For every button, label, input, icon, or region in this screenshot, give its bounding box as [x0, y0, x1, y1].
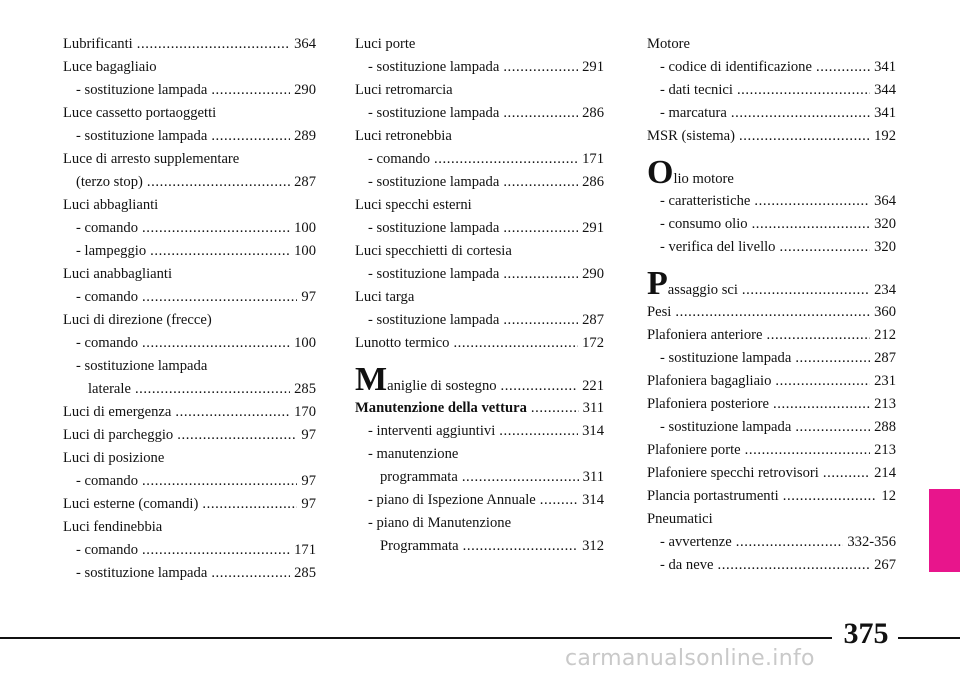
- index-entry-page: 341: [874, 59, 896, 75]
- index-entry: [63, 240, 316, 263]
- index-entry-label: - sostituzione lampada: [368, 174, 500, 190]
- dot-leader: [779, 236, 870, 259]
- index-entry-page: 97: [301, 473, 316, 489]
- dot-leader: [462, 466, 579, 489]
- index-entry-page: 314: [582, 423, 604, 439]
- index-column-1: [63, 33, 316, 585]
- index-entry: [63, 516, 316, 539]
- index-entry: [355, 263, 604, 286]
- index-entry-page: 291: [582, 59, 604, 75]
- index-entry: [63, 424, 316, 447]
- index-entry-label: Luci fendinebbia: [63, 519, 163, 535]
- index-entry: [63, 401, 316, 424]
- index-entry-page: 285: [294, 381, 316, 397]
- dot-leader: [147, 171, 290, 194]
- index-entry-label: Luci di emergenza: [63, 404, 172, 420]
- index-entry-page: 192: [874, 128, 896, 144]
- index-entry-page: 12: [881, 488, 896, 504]
- index-entry: [63, 102, 316, 125]
- index-entry: [63, 148, 316, 171]
- dot-leader: [503, 102, 578, 125]
- index-entry-label: - sostituzione lampada: [368, 312, 500, 328]
- index-column-2: [355, 33, 604, 558]
- index-entry-label: - sostituzione lampada: [660, 350, 792, 366]
- index-entry-label: - sostituzione lampada: [76, 128, 208, 144]
- index-entry-label: Passaggio sci: [647, 267, 738, 301]
- dot-leader: [463, 535, 578, 558]
- index-entry: [63, 263, 316, 286]
- index-entry: [355, 102, 604, 125]
- index-entry: [63, 194, 316, 217]
- index-entry: [647, 301, 896, 324]
- index-entry: [647, 102, 896, 125]
- index-entry: [647, 508, 896, 531]
- index-entry: [63, 539, 316, 562]
- index-entry-page: 286: [582, 105, 604, 121]
- dot-leader: [675, 301, 870, 324]
- index-entry-label: - piano di Ispezione Annuale: [368, 492, 536, 508]
- footer-rule-left: [0, 637, 832, 639]
- index-entry: [63, 286, 316, 309]
- index-entry-page: 360: [874, 304, 896, 320]
- index-entry-label: programmata: [380, 469, 458, 485]
- index-entry-label: Plafoniera posteriore: [647, 396, 769, 412]
- index-entry: [647, 462, 896, 485]
- index-entry: [355, 443, 604, 466]
- index-entry: [63, 470, 316, 493]
- index-entry-label: Luce cassetto portaoggetti: [63, 105, 217, 121]
- index-entry: [63, 447, 316, 470]
- dot-leader: [745, 439, 871, 462]
- index-entry-page: 231: [874, 373, 896, 389]
- index-entry-label: Pesi: [647, 304, 672, 320]
- index-entry-label: - interventi aggiuntivi: [368, 423, 496, 439]
- dot-leader: [823, 462, 870, 485]
- footer-rule-right: [898, 637, 960, 639]
- dot-leader: [731, 102, 870, 125]
- index-entry-page: 267: [874, 557, 896, 573]
- index-entry-label: - sostituzione lampada: [76, 358, 208, 374]
- index-entry: [355, 535, 604, 558]
- index-entry-label: - codice di identificazione: [660, 59, 812, 75]
- index-entry: [355, 217, 604, 240]
- index-entry-label: - avvertenze: [660, 534, 732, 550]
- index-entry-label: - comando: [76, 473, 139, 489]
- dot-leader: [754, 190, 870, 213]
- index-entry-label: - sostituzione lampada: [368, 59, 500, 75]
- index-entry-label: Luce bagagliaio: [63, 59, 157, 75]
- index-entry-page: 97: [301, 496, 316, 512]
- index-entry-page: 213: [874, 396, 896, 412]
- index-entry-label: Plancia portastrumenti: [647, 488, 779, 504]
- index-entry-page: 97: [301, 289, 316, 305]
- index-entry: [647, 416, 896, 439]
- dot-leader: [177, 424, 297, 447]
- index-entry-label: Luci targa: [355, 289, 415, 305]
- index-entry: [647, 156, 896, 190]
- index-entry: [63, 33, 316, 56]
- index-entry: [63, 562, 316, 585]
- index-entry: [355, 194, 604, 217]
- dot-leader: [175, 401, 290, 424]
- index-entry-page: 287: [874, 350, 896, 366]
- dot-leader: [211, 562, 290, 585]
- index-entry-label: Plafoniere porte: [647, 442, 741, 458]
- index-entry-page: 364: [294, 36, 316, 52]
- dot-leader: [150, 240, 290, 263]
- index-entry-label: - sostituzione lampada: [660, 419, 792, 435]
- dot-leader: [142, 332, 290, 355]
- dot-leader: [503, 263, 578, 286]
- index-entry-label: - comando: [76, 220, 139, 236]
- index-entry: [355, 332, 604, 355]
- dot-leader: [816, 56, 870, 79]
- watermark: carmanualsonline.info: [565, 646, 815, 671]
- dot-leader: [142, 286, 297, 309]
- index-entry-label: Luce di arresto supplementare: [63, 151, 240, 167]
- index-entry-page: 285: [294, 565, 316, 581]
- index-entry-page: 312: [582, 538, 604, 554]
- index-entry-label: laterale: [88, 381, 131, 397]
- index-entry-label: - lampeggio: [76, 243, 147, 259]
- dot-leader: [742, 273, 870, 301]
- index-entry: [63, 171, 316, 194]
- index-entry-page: 290: [582, 266, 604, 282]
- index-entry: [63, 309, 316, 332]
- index-entry: [355, 363, 604, 397]
- index-entry-label: MSR (sistema): [647, 128, 735, 144]
- dot-leader: [775, 370, 870, 393]
- dot-leader: [211, 79, 290, 102]
- index-entry: [647, 324, 896, 347]
- index-entry: [647, 213, 896, 236]
- index-entry-label: Manutenzione della vettura: [355, 400, 527, 416]
- index-entry-page: 320: [874, 239, 896, 255]
- index-entry-page: 287: [294, 174, 316, 190]
- index-entry-label: Luci retromarcia: [355, 82, 453, 98]
- index-entry-page: 288: [874, 419, 896, 435]
- index-entry-label: Lunotto termico: [355, 335, 450, 351]
- dot-leader: [795, 347, 870, 370]
- index-entry: [355, 286, 604, 309]
- index-entry-label: - consumo olio: [660, 216, 748, 232]
- index-entry-page: 100: [294, 220, 316, 236]
- dot-leader: [142, 217, 290, 240]
- dot-leader: [739, 125, 870, 148]
- index-entry-label: - sostituzione lampada: [76, 82, 208, 98]
- page-number: 375: [843, 617, 889, 650]
- dot-leader: [453, 332, 578, 355]
- index-entry-label: - comando: [76, 335, 139, 351]
- index-entry-label: - comando: [76, 289, 139, 305]
- index-entry-label: - comando: [76, 542, 139, 558]
- index-entry: [355, 171, 604, 194]
- index-entry: [647, 79, 896, 102]
- dot-leader: [531, 397, 579, 420]
- index-entry: [355, 240, 604, 263]
- index-entry-label: Luci esterne (comandi): [63, 496, 199, 512]
- dot-leader: [142, 470, 297, 493]
- dot-leader: [766, 324, 870, 347]
- index-entry: [647, 347, 896, 370]
- index-entry: [355, 125, 604, 148]
- index-entry-page: 172: [582, 335, 604, 351]
- index-entry-label: - dati tecnici: [660, 82, 733, 98]
- index-entry: [647, 531, 896, 554]
- index-entry-label: - manutenzione: [368, 446, 459, 462]
- index-entry-page: 311: [582, 400, 604, 416]
- index-entry: [647, 236, 896, 259]
- index-entry-page: 212: [874, 327, 896, 343]
- index-entry-page: 97: [301, 427, 316, 443]
- index-entry-label: - marcatura: [660, 105, 727, 121]
- dot-leader: [737, 79, 870, 102]
- dot-leader: [736, 531, 844, 554]
- index-entry-label: - sostituzione lampada: [368, 105, 500, 121]
- dot-leader: [752, 213, 871, 236]
- index-entry-label: Luci anabbaglianti: [63, 266, 173, 282]
- index-entry: [63, 217, 316, 240]
- index-entry-page: 290: [294, 82, 316, 98]
- index-entry-label: - piano di Manutenzione: [368, 515, 512, 531]
- index-entry-page: 314: [582, 492, 604, 508]
- dot-leader: [142, 539, 290, 562]
- dot-leader: [137, 33, 290, 56]
- dot-leader: [503, 171, 578, 194]
- dot-leader: [434, 148, 578, 171]
- dot-leader: [503, 217, 578, 240]
- index-entry-page: 100: [294, 243, 316, 259]
- index-entry-page: 291: [582, 220, 604, 236]
- index-entry-page: 344: [874, 82, 896, 98]
- index-entry-label: Motore: [647, 36, 690, 52]
- dot-leader: [795, 416, 870, 439]
- index-entry-label: (terzo stop): [76, 174, 143, 190]
- index-entry-label: Luci specchi esterni: [355, 197, 472, 213]
- index-entry-label: - da neve: [660, 557, 714, 573]
- index-entry-label: - sostituzione lampada: [368, 266, 500, 282]
- dot-leader: [211, 125, 290, 148]
- index-entry-page: 213: [874, 442, 896, 458]
- index-column-3: [647, 33, 896, 577]
- index-entry-page: 171: [294, 542, 316, 558]
- dot-leader: [540, 489, 578, 512]
- section-tab: [929, 489, 960, 572]
- dot-leader: [499, 420, 578, 443]
- index-entry: [63, 79, 316, 102]
- index-entry-label: Pneumatici: [647, 511, 713, 527]
- index-entry-label: - sostituzione lampada: [368, 220, 500, 236]
- index-entry: [63, 493, 316, 516]
- index-entry: [355, 56, 604, 79]
- index-entry-page: 364: [874, 193, 896, 209]
- index-entry: [647, 125, 896, 148]
- index-entry: [355, 489, 604, 512]
- dot-leader: [202, 493, 297, 516]
- index-entry-label: Luci abbaglianti: [63, 197, 159, 213]
- index-entry-page: 320: [874, 216, 896, 232]
- index-entry: [647, 33, 896, 56]
- index-entry: [355, 33, 604, 56]
- index-entry: [63, 125, 316, 148]
- index-entry-label: Luci di direzione (frecce): [63, 312, 212, 328]
- index-entry: [63, 56, 316, 79]
- dot-leader: [773, 393, 870, 416]
- index-entry-page: 286: [582, 174, 604, 190]
- index-entry: [647, 56, 896, 79]
- index-entry-label: Luci porte: [355, 36, 416, 52]
- index-entry-label: - sostituzione lampada: [76, 565, 208, 581]
- index-entry-label: Olio motore: [647, 156, 734, 190]
- dot-leader: [501, 369, 579, 397]
- index-entry: [355, 512, 604, 535]
- index-entry: [355, 79, 604, 102]
- index-entry-label: - comando: [368, 151, 431, 167]
- index-entry: [647, 393, 896, 416]
- index-entry-page: 289: [294, 128, 316, 144]
- index-entry-label: Luci specchietti di cortesia: [355, 243, 512, 259]
- dot-leader: [503, 309, 578, 332]
- index-entry-label: Maniglie di sostegno: [355, 363, 497, 397]
- index-entry-page: 341: [874, 105, 896, 121]
- index-entry-page: 221: [582, 378, 604, 394]
- dot-leader: [717, 554, 870, 577]
- index-entry: [647, 554, 896, 577]
- index-entry: [63, 332, 316, 355]
- index-entry-page: 332-356: [847, 534, 896, 550]
- index-entry-label: Plafoniera bagagliaio: [647, 373, 772, 389]
- index-entry-label: Luci retronebbia: [355, 128, 452, 144]
- index-entry-label: - verifica del livello: [660, 239, 776, 255]
- index-entry-page: 170: [294, 404, 316, 420]
- index-entry: [355, 309, 604, 332]
- index-entry: [355, 148, 604, 171]
- dot-leader: [135, 378, 290, 401]
- index-entry-page: 171: [582, 151, 604, 167]
- index-entry-page: 287: [582, 312, 604, 328]
- index-entry: [63, 355, 316, 378]
- index-entry: [647, 439, 896, 462]
- index-entry-page: 214: [874, 465, 896, 481]
- index-entry: [647, 485, 896, 508]
- index-entry: [355, 420, 604, 443]
- index-entry-label: Plafoniere specchi retrovisori: [647, 465, 819, 481]
- index-entry: [355, 397, 604, 420]
- index-entry-label: Plafoniera anteriore: [647, 327, 763, 343]
- index-entry: [647, 190, 896, 213]
- index-entry-label: Programmata: [380, 538, 459, 554]
- index-entry: [355, 466, 604, 489]
- index-entry: [647, 267, 896, 301]
- index-entry-label: Luci di parcheggio: [63, 427, 174, 443]
- index-entry: [647, 370, 896, 393]
- index-entry-page: 100: [294, 335, 316, 351]
- index-entry-label: Luci di posizione: [63, 450, 165, 466]
- index-entry-page: 234: [874, 282, 896, 298]
- dot-leader: [503, 56, 578, 79]
- dot-leader: [783, 485, 878, 508]
- index-entry: [63, 378, 316, 401]
- index-entry-label: Lubrificanti: [63, 36, 133, 52]
- index-entry-page: 311: [582, 469, 604, 485]
- index-entry-label: - caratteristiche: [660, 193, 751, 209]
